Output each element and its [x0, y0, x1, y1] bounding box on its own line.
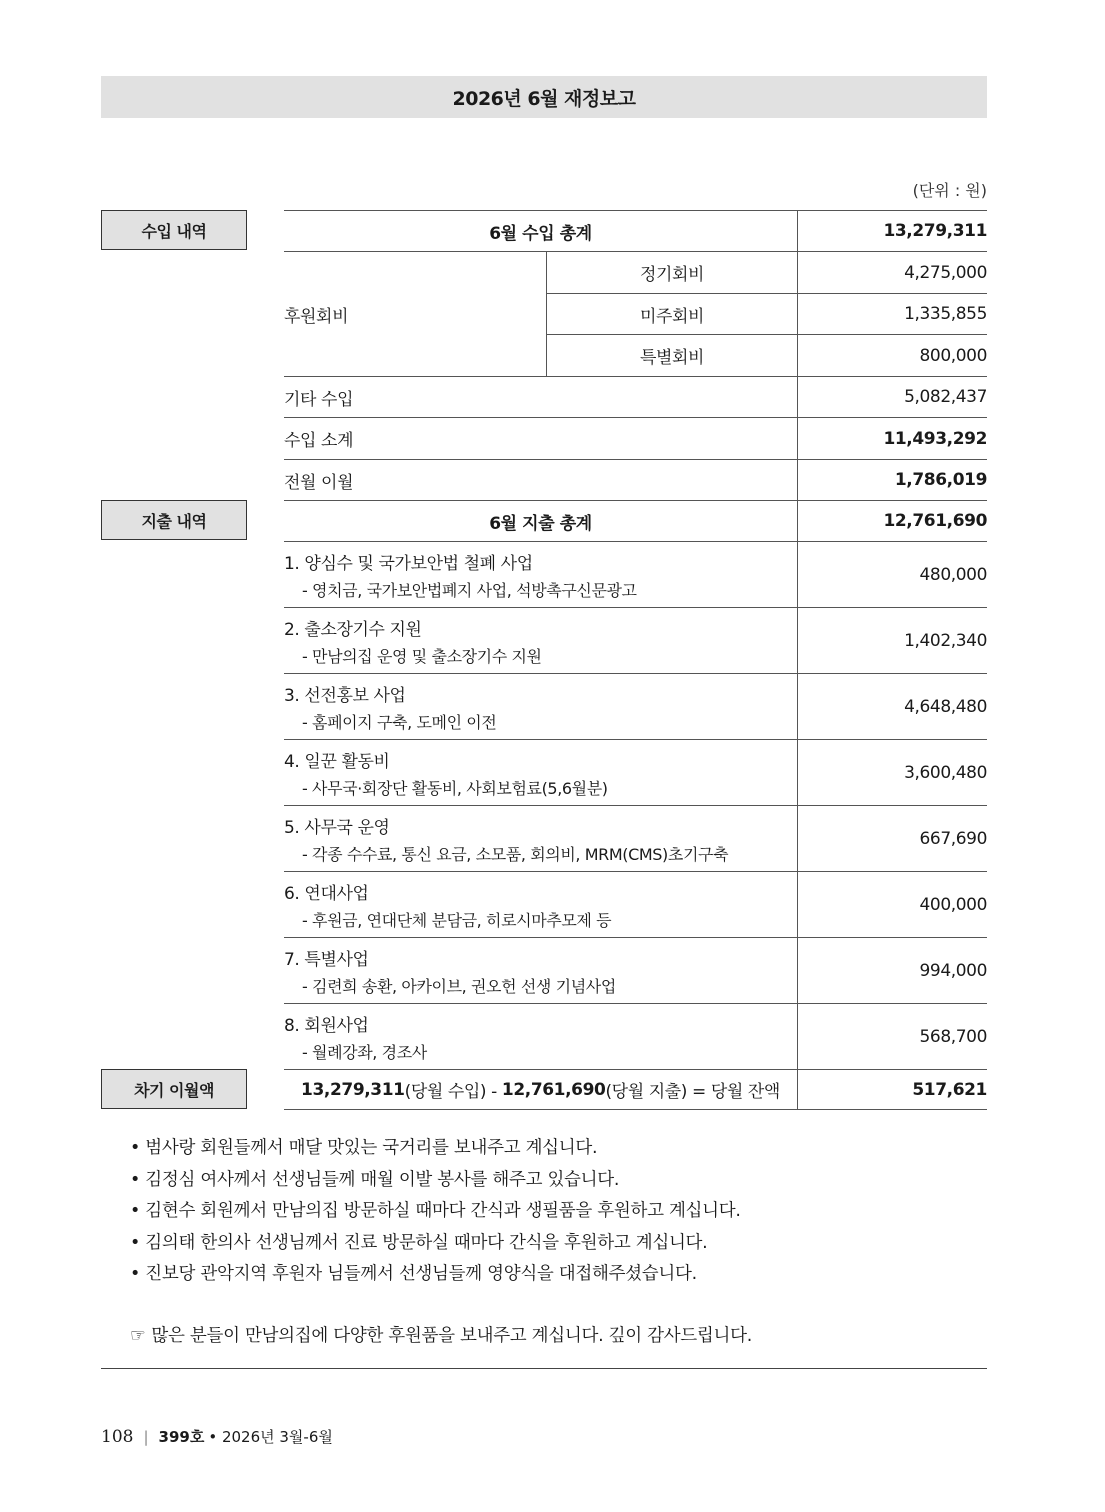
page-footer — [101, 1426, 333, 1447]
page-title: 2026년 6월 재정보고 — [101, 76, 987, 118]
income-section-label: 수입 내역 — [101, 210, 247, 250]
income-total-label: 6월 수입 총계 — [489, 223, 592, 244]
note-item: • 진보당 관악지역 후원자 님들께서 선생님들께 영양식을 대접해주셨습니다. — [130, 1259, 741, 1291]
expense-item-row — [284, 806, 987, 872]
expense-item-row — [284, 608, 987, 674]
expense-item-detail: - 김련희 송환, 아카이브, 권오헌 선생 기념사업 — [302, 976, 616, 996]
carry-row — [284, 1070, 987, 1110]
expense-item-text — [284, 674, 797, 739]
carry-expense-amount: 12,761,690 — [501, 1079, 606, 1100]
expense-item-detail: - 각종 수수료, 통신 요금, 소모품, 회의비, MRM(CMS)초기구축 — [302, 844, 729, 864]
finance-table — [284, 210, 987, 1102]
expense-item-title: 2. 출소장기수 지원 — [284, 619, 422, 640]
dues-value: 4,275,000 — [797, 252, 987, 293]
expense-item-text — [284, 872, 797, 937]
income-subtotal-label: 수입 소계 — [284, 431, 354, 451]
expense-item-text — [284, 542, 797, 607]
other-income-label: 기타 수입 — [284, 389, 354, 410]
expense-item-row — [284, 1004, 987, 1070]
dues-row — [547, 294, 987, 335]
carry-expense-text: (당월 지출) = 당월 잔액 — [605, 1082, 780, 1102]
expense-item-row — [284, 872, 987, 938]
expense-item-text — [284, 740, 797, 805]
expense-item-title: 5. 사무국 운영 — [284, 817, 390, 838]
expense-item-row — [284, 740, 987, 806]
dues-row — [547, 252, 987, 294]
donation-notes — [130, 1133, 741, 1291]
expense-item-row — [284, 542, 987, 608]
carry-value: 517,621 — [797, 1070, 987, 1109]
expense-total-row — [284, 501, 987, 542]
income-subtotal-value: 11,493,292 — [797, 418, 987, 459]
income-total-row — [284, 211, 987, 252]
dues-name: 미주회비 — [639, 306, 705, 327]
expense-item-row — [284, 938, 987, 1004]
expense-item-detail: - 월례강좌, 경조사 — [302, 1042, 427, 1062]
page-number: 108 — [101, 1426, 134, 1447]
expense-item-value: 568,700 — [797, 1004, 987, 1069]
expense-item-title: 7. 특별사업 — [284, 949, 369, 970]
expense-item-value: 667,690 — [797, 806, 987, 871]
expense-total-label: 6월 지출 총계 — [489, 513, 592, 534]
dues-name: 특별회비 — [639, 348, 705, 368]
dues-name: 정기회비 — [639, 265, 705, 285]
expense-item-text — [284, 1004, 797, 1069]
expense-item-detail: - 사무국·회장단 활동비, 사회보험료(5,6월분) — [302, 778, 608, 798]
expense-item-row — [284, 674, 987, 740]
expense-item-value: 1,402,340 — [797, 608, 987, 673]
expense-item-title: 3. 선전홍보 사업 — [284, 685, 406, 706]
expense-item-title: 6. 연대사업 — [284, 883, 369, 904]
note-item: • 김의태 한의사 선생님께서 진료 방문하실 때마다 간식을 후원하고 계십니다. — [130, 1228, 741, 1260]
expense-item-value: 3,600,480 — [797, 740, 987, 805]
expense-item-title: 1. 양심수 및 국가보안법 철폐 사업 — [284, 553, 533, 574]
expense-item-value: 994,000 — [797, 938, 987, 1003]
income-subtotal-row — [284, 418, 987, 460]
carry-formula — [284, 1070, 797, 1109]
income-total-value: 13,279,311 — [797, 211, 987, 251]
expense-item-detail: - 후원금, 연대단체 분담금, 히로시마추모제 등 — [302, 910, 612, 930]
expense-item-value: 400,000 — [797, 872, 987, 937]
dues-value: 800,000 — [797, 335, 987, 376]
dues-row — [547, 335, 987, 377]
previous-carry-label: 전월 이월 — [284, 472, 354, 493]
expense-section-label: 지출 내역 — [101, 500, 247, 540]
dues-group-label: 후원회비 — [284, 252, 547, 377]
previous-carry-row — [284, 460, 987, 501]
expense-item-detail: - 영치금, 국가보안법폐지 사업, 석방촉구신문광고 — [302, 580, 637, 600]
expense-item-value: 480,000 — [797, 542, 987, 607]
issue-number: 399호 — [158, 1428, 205, 1446]
pointing-hand-icon: ☞ — [130, 1326, 146, 1346]
previous-carry-value: 1,786,019 — [797, 460, 987, 500]
other-income-value: 5,082,437 — [797, 377, 987, 417]
expense-item-title: 8. 회원사업 — [284, 1015, 369, 1036]
expense-item-text — [284, 608, 797, 673]
expense-item-value: 4,648,480 — [797, 674, 987, 739]
expense-item-detail: - 만남의집 운영 및 출소장기수 지원 — [302, 646, 542, 666]
note-item: • 김현수 회원께서 만남의집 방문하실 때마다 간식과 생필품을 후원하고 계십니다. — [130, 1196, 741, 1228]
footer-separator: | — [143, 1427, 149, 1446]
dues-value: 1,335,855 — [797, 294, 987, 334]
expense-item-text — [284, 938, 797, 1003]
footer-divider — [101, 1368, 987, 1369]
thanks-note — [130, 1322, 752, 1347]
expense-item-detail: - 홈페이지 구축, 도메인 이전 — [302, 712, 497, 732]
note-item: • 범사랑 회원들께서 매달 맛있는 국거리를 보내주고 계십니다. — [130, 1133, 741, 1165]
carry-section-label: 차기 이월액 — [101, 1069, 247, 1109]
other-income-row — [284, 377, 987, 418]
unit-note: (단위 : 원) — [912, 181, 987, 200]
issue-date: • 2026년 3월-6월 — [208, 1428, 333, 1446]
expense-item-text — [284, 806, 797, 871]
carry-income-amount: 13,279,311 — [301, 1079, 405, 1100]
expense-item-title: 4. 일꾼 활동비 — [284, 751, 390, 772]
thanks-text: 많은 분들이 만남의집에 다양한 후원품을 보내주고 계십니다. 깊이 감사드립니다. — [151, 1326, 752, 1346]
carry-income-text: (당월 수입) - — [404, 1082, 502, 1102]
note-item: • 김정심 여사께서 선생님들께 매월 이발 봉사를 해주고 있습니다. — [130, 1165, 741, 1197]
expense-total-value: 12,761,690 — [797, 501, 987, 541]
